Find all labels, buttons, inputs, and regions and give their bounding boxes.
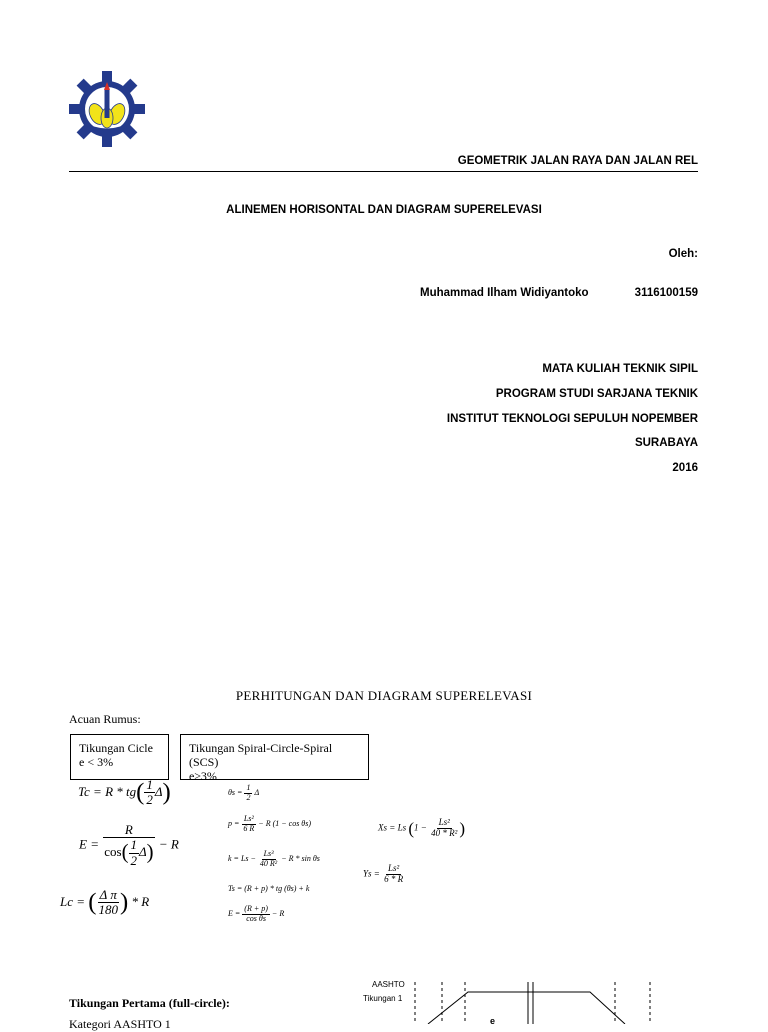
scs-curve-condition: e≥3% <box>189 769 217 783</box>
diagram-elevation-line <box>428 992 625 1024</box>
formula-ts: Ts = (R + p) * tg (θs) + k <box>228 884 310 893</box>
scs-curve-box <box>180 734 369 783</box>
institution-line4: SURABAYA <box>634 437 698 449</box>
formula-xs: Xs = Ls (1 − $\frac{\text{Ls²}}{\text{40 * R²}}$ ) <box>378 817 466 838</box>
circle-curve-condition: e < 3% <box>79 755 114 769</box>
formula-e: E = R cos( $\frac{1}{2}$ Δ) − R <box>79 822 179 868</box>
formula-k: k = Ls − $\frac{\text{Ls³}}{\text{40 R²}}$ − R * sin θs <box>228 849 320 868</box>
formula-theta-s: θs = $\frac{1}{2}$ Δ <box>228 783 260 802</box>
its-logo <box>66 68 148 150</box>
formula-tc: Tc = R * tg( $\frac{1}{2}$ Δ) <box>78 777 171 808</box>
category-text: Kategori AASHTO 1 <box>69 1017 171 1031</box>
first-curve-heading: Tikungan Pertama (full-circle): <box>69 996 230 1010</box>
diagram-label-aashto: AASHTO <box>372 980 405 989</box>
formula-lc: Lc = ( $\frac{\text{Δ π}}{180}$ ) * R <box>60 887 150 918</box>
diagram-label-curve: Tikungan 1 <box>363 994 403 1003</box>
course-title: GEOMETRIK JALAN RAYA DAN JALAN REL <box>457 155 698 167</box>
author-name: Muhammad Ilham Widiyantoko <box>420 287 589 299</box>
section-heading: PERHITUNGAN DAN DIAGRAM SUPERELEVASI <box>235 688 533 703</box>
institution-year: 2016 <box>672 462 698 474</box>
superelevation-diagram <box>410 982 670 1024</box>
reference-label: Acuan Rumus: <box>69 712 141 726</box>
circle-curve-title: Tikungan Cicle <box>79 741 153 755</box>
circle-curve-box <box>70 734 169 780</box>
header-rule <box>69 171 698 172</box>
formula-p: p = $\frac{\text{Ls²}}{6 R}$ − R (1 − cos θs) <box>228 814 312 833</box>
institution-line3: INSTITUT TEKNOLOGI SEPULUH NOPEMBER <box>446 413 698 425</box>
by-label: Oleh: <box>668 248 698 260</box>
document-title: ALINEMEN HORISONTAL DAN DIAGRAM SUPERELEVASI <box>226 204 542 216</box>
diagram-e-symbol: e <box>490 1016 496 1024</box>
author-id: 3116100159 <box>634 287 698 299</box>
institution-line2: PROGRAM STUDI SARJANA TEKNIK <box>495 388 698 400</box>
formula-es: E = $\frac{(R + p)}{\text{cos θs}}$ − R <box>228 904 285 923</box>
institution-line1: MATA KULIAH TEKNIK SIPIL <box>542 363 698 375</box>
formula-ys: Ys = $\frac{\text{Ls²}}{6 * R}$ <box>363 863 404 884</box>
scs-curve-title: Tikungan Spiral-Circle-Spiral (SCS) <box>189 741 333 769</box>
